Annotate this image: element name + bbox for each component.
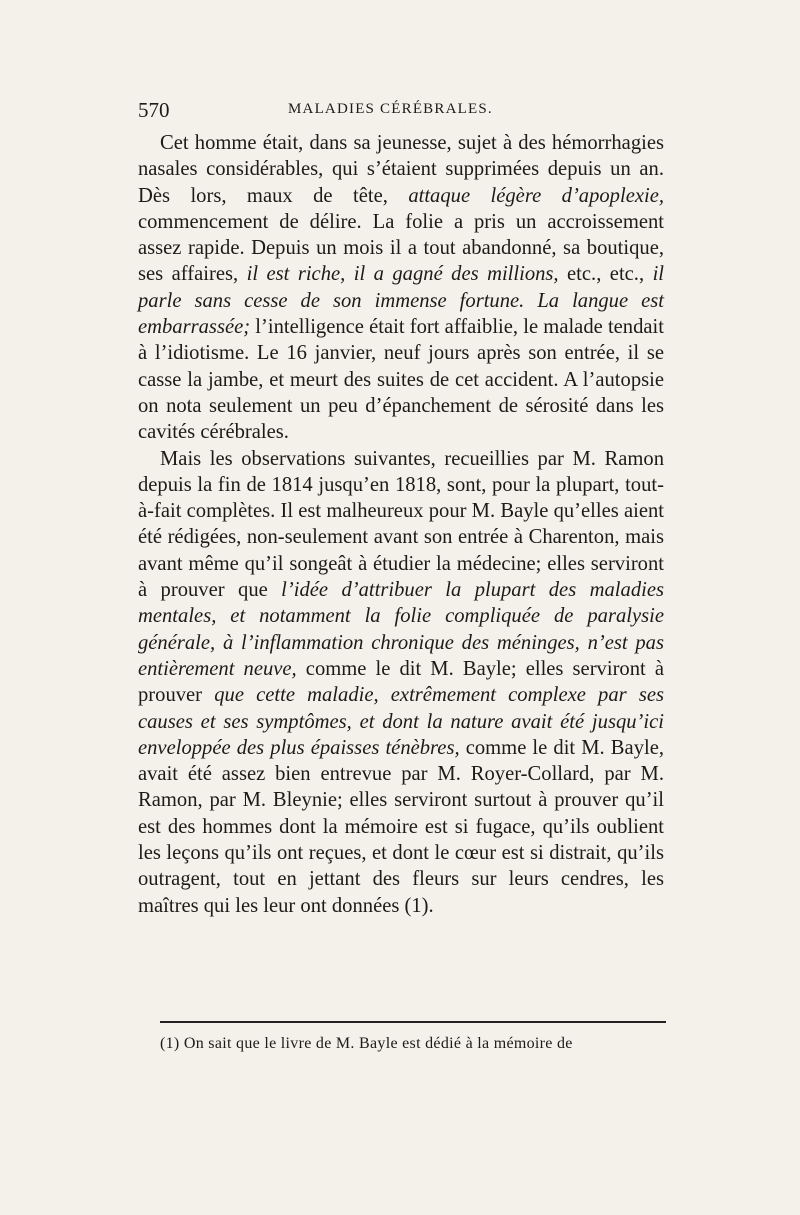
page-header <box>138 98 664 122</box>
body-text <box>138 130 664 919</box>
text-run: etc., etc., <box>558 263 653 286</box>
text-run: Cet homme était, dans sa jeunesse, sujet à des hémorrhagies nasales considérables, qui s’étaient supprimées depuis un an. Dès lors, maux de tête, <box>138 132 664 207</box>
italic-run: attaque légère d’apoplexie, <box>408 184 664 207</box>
text-run: Mais les observations suivantes, recueillies par M. Ramon depuis la fin de 1814 jusqu’en 1818, sont, pour la plupart, tout-à-fait complètes. Il est malheureux pour M. Bayle qu’elles aient été rédigées, non-seulement avant son entrée à Charenton, mais avant même qu’il songeât à étudier la médecine; elles serviront à prouver que <box>138 447 664 602</box>
running-title: MALADIES CÉRÉBRALES. <box>288 101 493 117</box>
text-run: l’intelligence était fort affaiblie, le malade tendait à l’idiotisme. Le 16 janvier, neuf jours après son entrée, il se casse la jambe, et meurt des suites de cet accident. A l’autopsie on nota seulement un peu d’épanchement de sérosité dans les cavités cérébrales. <box>138 316 664 444</box>
footnote-divider <box>160 1021 666 1023</box>
text-run: commencement de délire. La folie a pris un accroissement assez rapide. Depuis un mois il a tout abandonné, sa boutique, ses affaires, <box>138 210 664 286</box>
paragraph <box>138 130 664 446</box>
italic-run: que cette maladie, extrêmement complexe par ses causes et ses symptômes, et dont la nature avait été jusqu’ici enveloppée des plus épaisses ténèbres, <box>138 684 664 759</box>
text-run: comme le dit M. Bayle, avait été assez bien entrevue par M. Royer-Collard, par M. Ramon, par M. Bleynie; elles serviront surtout à prouver qu’il est des hommes dont la mémoire est si fugace, qu’ils oublient les leçons qu’ils ont reçues, et dont le cœur est si distrait, qu’ils outragent, tout en jettant des fleurs sur leurs cendres, les maîtres qui les leur ont données (1). <box>138 736 664 917</box>
page-number: 570 <box>138 98 170 122</box>
text-run: comme le dit M. Bayle; elles serviront à prouver <box>138 657 664 707</box>
italic-run: il est riche, il a gagné des millions, <box>246 263 559 286</box>
footnote: (1) On sait que le livre de M. Bayle est dédié à la mémoire de <box>160 1035 573 1052</box>
italic-run: l’idée d’attribuer la plupart des maladies mentales, et notamment la folie compliquée de paralysie générale, à l’inflammation chronique des méninges, n’est pas entièrement neuve, <box>138 579 664 680</box>
italic-run: il parle sans cesse de son immense fortune. La langue est embarrassée; <box>138 263 665 339</box>
paragraph <box>138 446 664 919</box>
